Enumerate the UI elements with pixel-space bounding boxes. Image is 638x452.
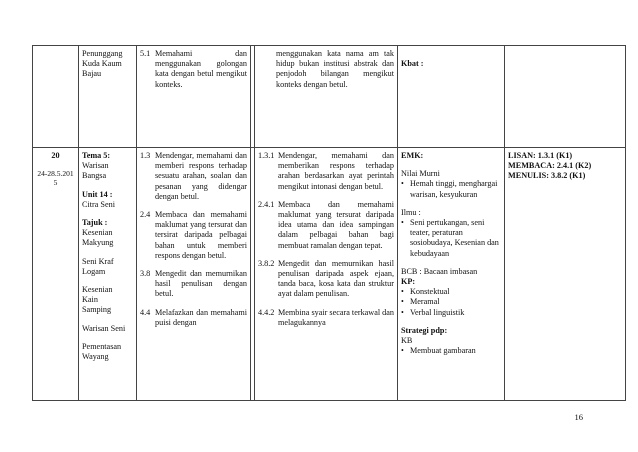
tajuk-item: Warisan Seni	[82, 323, 126, 333]
objective-item	[258, 151, 394, 192]
bullet-icon: •	[401, 287, 404, 297]
theme-cell	[79, 148, 137, 401]
tajuk-item: Logam	[82, 266, 106, 276]
week-date: 24-28.5.2015	[37, 169, 74, 188]
reference-line: MENULIS: 3.8.2 (K1)	[508, 171, 586, 181]
list-item: • Konstektual	[401, 287, 450, 297]
objective-item	[258, 259, 394, 300]
tema-name: Warisan	[82, 161, 109, 171]
nilai-label: Nilai Murni	[401, 169, 440, 179]
bullet-icon: •	[401, 307, 404, 317]
objective-text: Membina syair secara terkawal dan melagukannya	[278, 307, 394, 327]
standard-text: Mengedit dan memurnikan hasil penulisan dengan betul.	[155, 269, 247, 299]
tema-name: Bangsa	[82, 171, 107, 181]
week-cell	[33, 148, 79, 401]
theme-line: Bajau	[82, 69, 102, 79]
emk-label: EMK:	[401, 151, 424, 160]
standard-item	[140, 269, 247, 300]
kb-list	[401, 346, 501, 356]
tajuk-item: Samping	[82, 305, 112, 315]
bcb-text: BCB : Bacaan imbasan	[401, 266, 478, 276]
standard-number: 3.8	[140, 269, 151, 279]
bullet-icon: •	[401, 179, 404, 189]
tajuk-item: Kesenian	[82, 285, 113, 295]
standard-item	[140, 151, 247, 202]
lesson-plan-table	[32, 45, 626, 401]
standard-text: Memahami dan menggunakan golongan kata dengan betul mengikut konteks.	[155, 49, 247, 89]
tajuk-item: Pementasan	[82, 341, 122, 351]
standard-text: Melafazkan dan memahami puisi dengan	[155, 307, 247, 327]
standard-number: 5.1	[140, 49, 151, 58]
theme-line: Penunggang	[82, 49, 123, 58]
tajuk-item: Makyung	[82, 238, 114, 248]
week-number: 20	[51, 151, 60, 160]
standard-cell	[137, 46, 251, 148]
objective-cell	[255, 148, 398, 401]
standard-cell	[137, 148, 251, 401]
bullet-icon: •	[401, 346, 404, 356]
tajuk-item: Wayang	[82, 352, 109, 362]
table-row	[33, 148, 626, 401]
kb-label: KB	[401, 336, 413, 346]
standard-item	[140, 308, 247, 328]
unit-name: Citra Seni	[82, 199, 115, 209]
strategi-label: Strategi pdp:	[401, 325, 448, 335]
week-cell	[33, 46, 79, 148]
tajuk-label: Tajuk :	[82, 218, 108, 228]
tajuk-item: Seni Kraf	[82, 256, 114, 266]
table-row	[33, 46, 626, 148]
objective-cell	[255, 46, 398, 148]
list-item: • Hemah tinggi, menghargai warisan, kesyukuran	[401, 179, 498, 199]
theme-cell	[79, 46, 137, 148]
list-item: • Verbal linguistik	[401, 307, 465, 317]
nilai-list	[401, 179, 501, 199]
standard-text: Membaca dan memahami maklumat yang tersurat dan tersirat daripada pelbagai bahan untuk memberi respons dengan betul.	[155, 210, 247, 260]
objective-number: 3.8.2	[258, 258, 275, 268]
objective-number: 2.4.1	[258, 199, 275, 209]
tema-label: Tema 5:	[82, 151, 111, 160]
list-item: • Seni pertukangan, seni teater, peraturan sosiobudaya, Kesenian dan kebudayaan	[401, 218, 499, 258]
objective-text: Mengedit dan memurnikan hasil penulisan daripada aspek ejaan, tanda baca, kosa kata dan struktur ayat dalam penulisan.	[278, 258, 394, 299]
objective-item	[258, 308, 394, 328]
objective-number: 4.4.2	[258, 307, 275, 317]
standard-item	[140, 49, 247, 90]
kp-label: KP:	[401, 277, 416, 287]
theme-line: Kuda Kaum	[82, 59, 122, 69]
reference-cell	[505, 46, 626, 148]
kbat-label: Kbat :	[401, 59, 424, 68]
tajuk-item: Kesenian	[82, 228, 113, 238]
standard-item	[140, 210, 247, 261]
objective-text: Mendengar, memahami dan memberikan respons terhadap arahan berdasarkan ayat perintah mengikut intonasi dengan betul.	[278, 151, 394, 191]
standard-text: Mendengar, memahami dan memberi respons terhadap sesuatu arahan, soalan dan pesanan yang didengar dengan betul.	[155, 151, 247, 201]
kp-list	[401, 287, 501, 318]
ilmu-list	[401, 218, 501, 259]
list-item: • Meramal	[401, 297, 440, 307]
reference-line: LISAN: 1.3.1 (K1)	[508, 151, 573, 160]
bullet-icon: •	[401, 218, 404, 228]
page-number: 16	[574, 412, 583, 422]
ilmu-label: Ilmu :	[401, 207, 421, 217]
objective-text: Membaca dan memahami maklumat yang tersurat daripada idea utama dan idea sampingan dalam pelbagai bahan bagi membuat ramalan dengan tepat.	[278, 199, 394, 250]
tajuk-item: Kain	[82, 295, 98, 305]
reference-cell	[505, 148, 626, 401]
reference-line: MEMBACA: 2.4.1 (K2)	[508, 161, 592, 171]
objective-text: menggunakan kata nama am tak hidup bukan institusi abstrak dan penjodoh bilangan mengikut konteks dengan betul.	[276, 49, 394, 89]
objective-number: 1.3.1	[258, 151, 275, 160]
objective-item	[258, 200, 394, 251]
unit-label: Unit 14 :	[82, 189, 113, 199]
emk-cell	[398, 148, 505, 401]
bullet-icon: •	[401, 297, 404, 307]
standard-number: 2.4	[140, 210, 151, 220]
emk-cell	[398, 46, 505, 148]
list-item: • Membuat gambaran	[401, 346, 476, 356]
standard-number: 4.4	[140, 307, 151, 317]
standard-number: 1.3	[140, 151, 151, 160]
